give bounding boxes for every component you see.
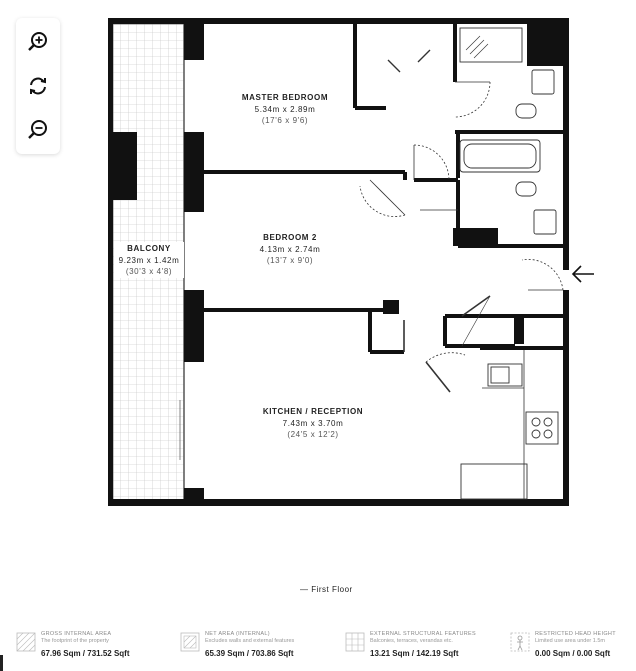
room-metric: 4.13m x 2.74m [259, 245, 321, 254]
legend-external-features [345, 630, 505, 660]
legend-title: RESTRICTED HEAD HEIGHT [535, 631, 616, 637]
zoom-in-icon [27, 31, 49, 53]
floor-label: — First Floor [300, 585, 353, 594]
legend-title: NET AREA (INTERNAL) [205, 631, 270, 637]
room-imperial: (24'5 x 12'2) [287, 430, 339, 439]
room-label-bedroom2 [235, 233, 345, 265]
legend-value: 67.96 Sqm / 731.52 Sqft [41, 649, 130, 658]
legend-net-area [180, 630, 340, 660]
entrance-arrow-icon [573, 266, 594, 282]
room-label-master [230, 93, 340, 125]
net-area-icon [180, 632, 200, 652]
legend-restricted-height [510, 630, 630, 660]
room-label-balcony [114, 242, 184, 278]
zoom-out-icon [27, 119, 49, 141]
legend-desc: Balconies, terraces, verandas etc. [370, 638, 453, 644]
legend-value: 65.39 Sqm / 703.86 Sqft [205, 649, 294, 658]
room-metric: 9.23m x 1.42m [118, 256, 180, 265]
legend-desc: Limited use area under 1.5m [535, 638, 606, 644]
legend-desc: The footprint of the property [41, 638, 109, 644]
room-name: BALCONY [127, 244, 171, 253]
legend-value: 0.00 Sqm / 0.00 Sqft [535, 649, 611, 658]
room-imperial: (17'6 x 9'6) [261, 116, 309, 125]
zoom-out-button[interactable] [16, 108, 60, 152]
gross-area-icon [16, 632, 36, 652]
restricted-height-icon [510, 632, 530, 652]
legend-value: 13.21 Sqm / 142.19 Sqft [370, 649, 459, 658]
room-name: BEDROOM 2 [263, 233, 317, 242]
room-imperial: (30'3 x 4'8) [125, 267, 173, 276]
legend-desc: Excludes walls and external features [205, 638, 295, 644]
reset-rotate-icon [27, 75, 49, 97]
balcony-pillar [111, 132, 137, 200]
external-features-icon [345, 632, 365, 652]
legend-title: GROSS INTERNAL AREA [41, 631, 112, 637]
window-edge [0, 655, 3, 671]
legend-title: EXTERNAL STRUCTURAL FEATURES [370, 631, 476, 637]
reset-button[interactable] [16, 64, 60, 108]
room-label-kitchen [253, 407, 373, 439]
room-name: KITCHEN / RECEPTION [262, 407, 364, 416]
zoom-toolbar [16, 18, 60, 154]
room-metric: 5.34m x 2.89m [254, 105, 316, 114]
room-name: MASTER BEDROOM [241, 93, 329, 102]
zoom-in-button[interactable] [16, 20, 60, 64]
legend-gross-area [16, 630, 176, 660]
room-imperial: (13'7 x 9'0) [266, 256, 314, 265]
room-metric: 7.43m x 3.70m [282, 419, 344, 428]
